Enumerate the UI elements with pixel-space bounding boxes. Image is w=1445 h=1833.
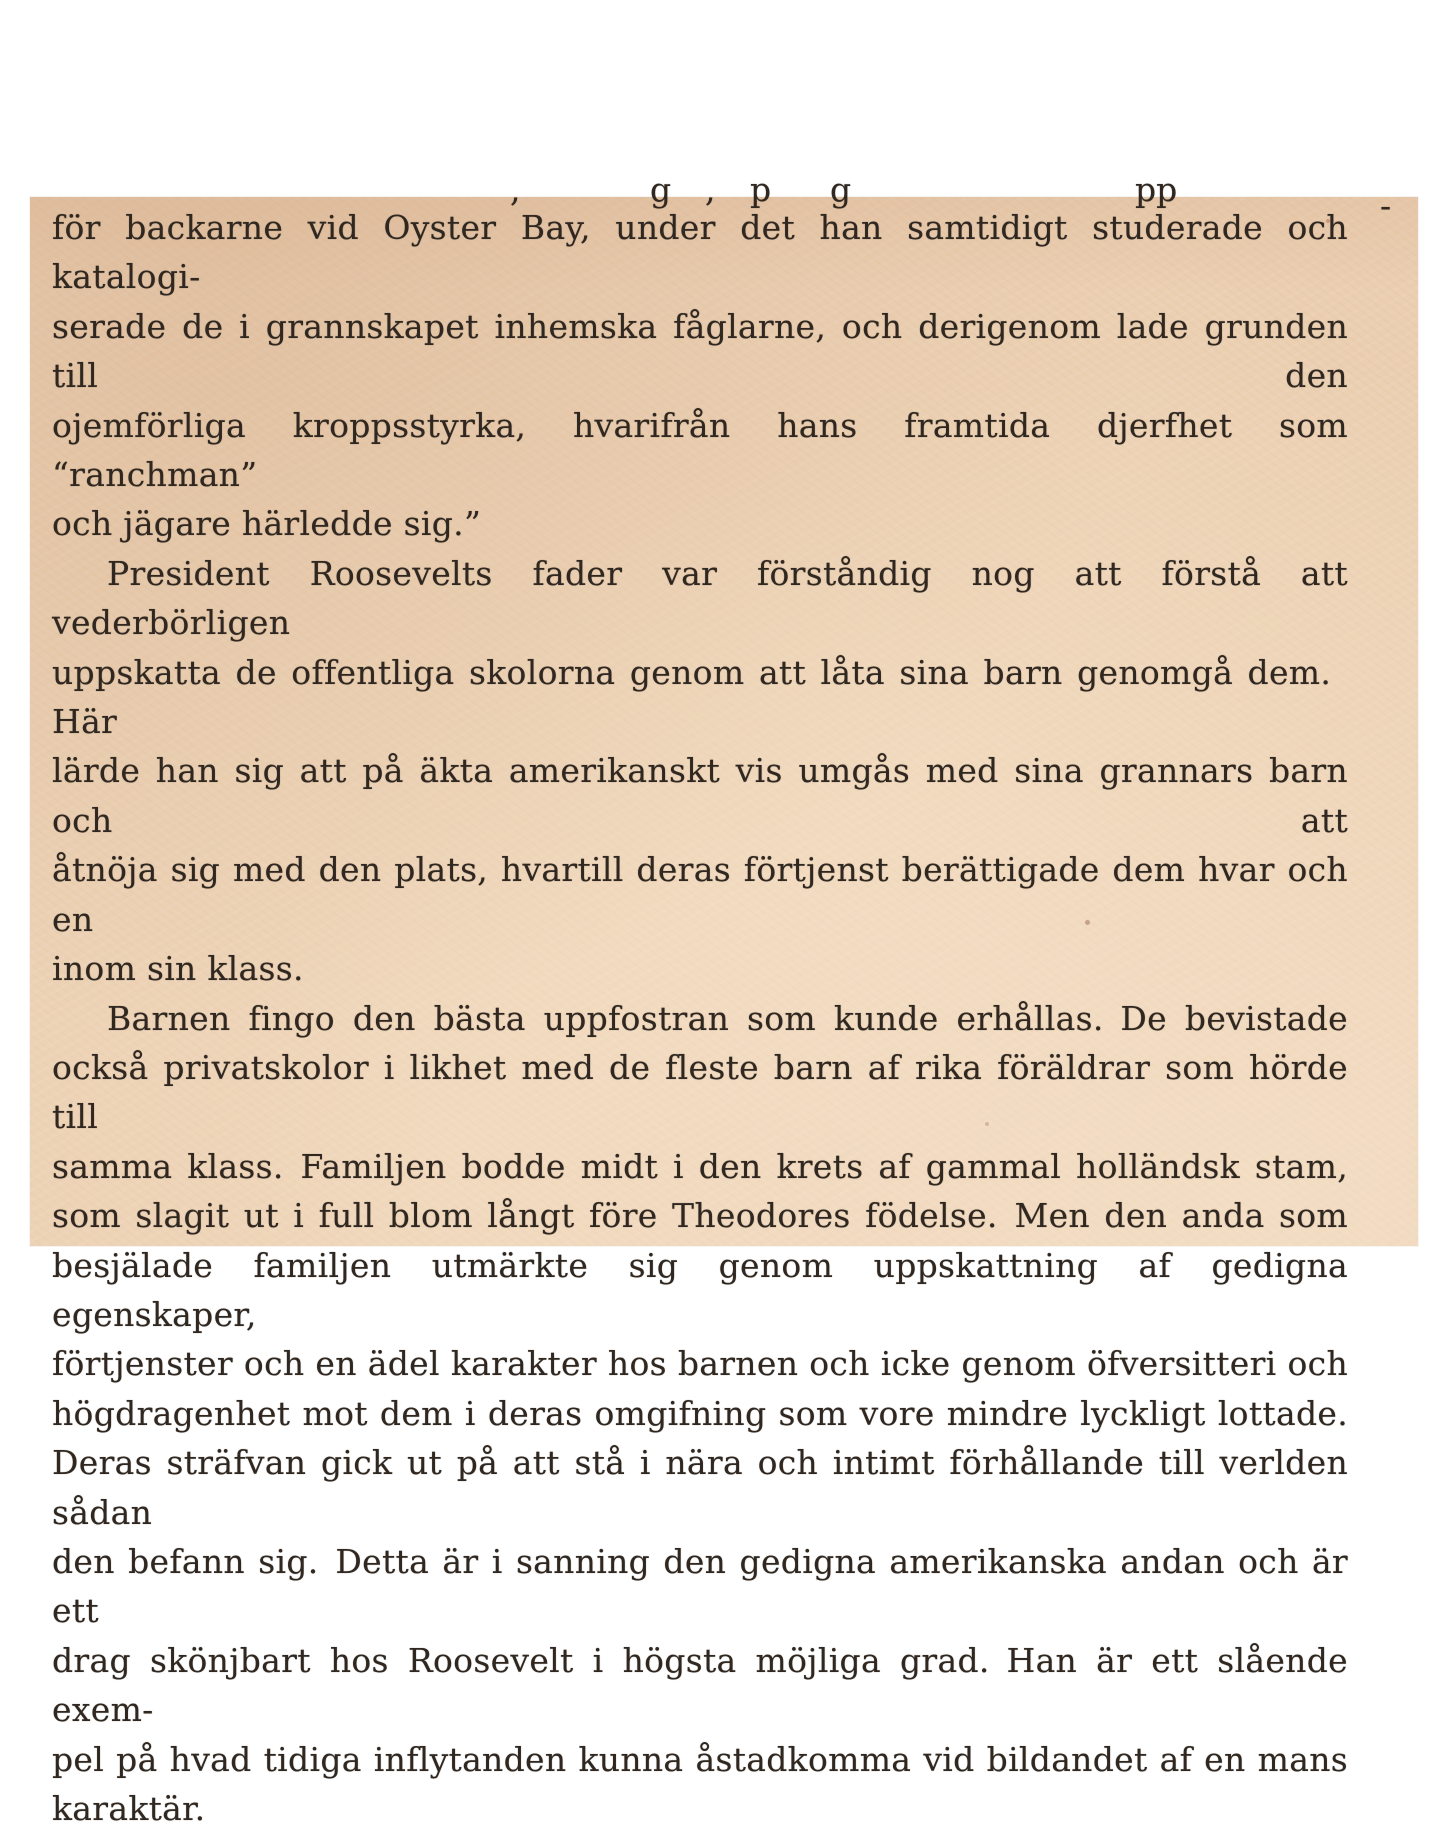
text-line: lärde han sig att på äkta amerikanskt vis umgås med sina grannars barn och att xyxy=(52,751,1348,840)
text-line: Barnen fingo den bästa uppfostran som kunde erhållas. De bevistade xyxy=(107,998,1348,1038)
text-line: pel på hvad tidiga inflytanden kunna åstadkomma vid bildandet af en mans xyxy=(52,1739,1348,1779)
text-line: och jägare härledde sig.” xyxy=(52,504,482,544)
text-line: åtnöja sig med den plats, hvartill deras förtjenst berättigade dem hvar och en xyxy=(52,850,1348,939)
ink-speck xyxy=(1085,920,1090,925)
text-line: också privatskolor i likhet med de fleste barn af rika föräldrar som hörde till xyxy=(52,1047,1348,1137)
text-line: den befann sig. Detta är i sanning den gedigna amerikanska andan och är ett xyxy=(52,1541,1348,1631)
text-line: uppskatta de offentliga skolorna genom att låta sina barn genomgå dem. Här xyxy=(52,652,1348,742)
clipped-glyph: , xyxy=(705,170,716,209)
text-line: högdragenhet mot dem i deras omgifning som vore mindre lyckligt lottade. xyxy=(52,1393,1348,1433)
ink-speck xyxy=(1326,219,1330,223)
text-line: inom sin klass. xyxy=(52,949,304,989)
text-line: för backarne vid Oyster Bay, under det han samtidigt studerade och katalogi- xyxy=(52,208,1348,297)
clipped-glyph: pp xyxy=(1135,170,1178,209)
text-line: President Roosevelts fader var förståndig nog att förstå att vederbörligen xyxy=(52,553,1348,643)
clipped-glyph: g xyxy=(650,170,672,209)
text-line: serade de i grannskapet inhemska fåglarne, och derigenom lade grunden till den xyxy=(52,306,1348,396)
book-page-scan xyxy=(30,170,1418,1828)
clipped-glyph: - xyxy=(1380,186,1392,225)
text-line: drag skönjbart hos Roosevelt i högsta möjliga grad. Han är ett slående exem- xyxy=(52,1640,1348,1730)
text-line: som slagit ut i full blom långt före Theodores födelse. Men den anda som xyxy=(52,1196,1348,1236)
ink-speck xyxy=(985,1122,989,1126)
page-text xyxy=(52,203,1348,1833)
clipped-glyph: p xyxy=(750,170,772,209)
text-line: karaktär. xyxy=(52,1789,206,1828)
text-line: besjälade familjen utmärkte sig genom uppskattning af gedigna egenskaper, xyxy=(52,1245,1348,1334)
text-line: ojemförliga kroppsstyrka, hvarifrån hans framtida djerfhet som “ranchman” xyxy=(52,405,1348,495)
text-line: förtjenster och en ädel karakter hos barnen och icke genom öfversitteri och xyxy=(52,1344,1348,1384)
clipped-glyph: , xyxy=(510,170,521,209)
text-line: Deras sträfvan gick ut på att stå i nära och intimt förhållande till verlden sådan xyxy=(52,1443,1348,1532)
clipped-glyph: g xyxy=(830,170,852,209)
text-line: samma klass. Familjen bodde midt i den krets af gammal holländsk stam, xyxy=(52,1146,1348,1186)
